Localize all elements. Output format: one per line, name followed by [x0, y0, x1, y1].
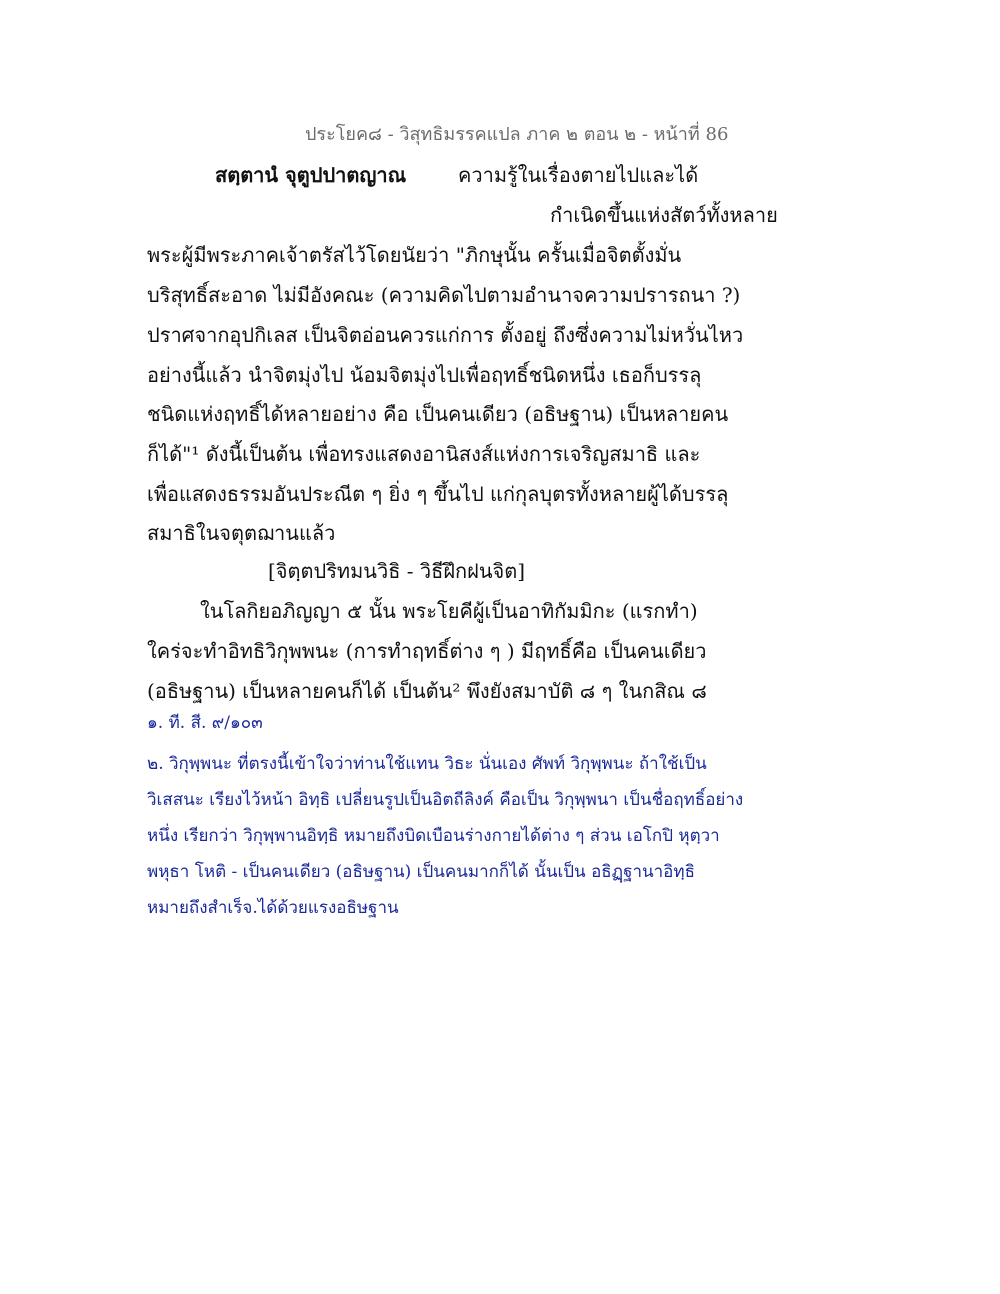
- footnote-2-line: พหุธา โหติ - เป็นคนเดียว (อธิษฐาน) เป็นคนมากก็ได้ นั้นเป็น อธิฏฺฐานาอิทฺธิ: [147, 862, 695, 882]
- section-heading: [จิตฺตปริทมนวิธิ - วิธีฝึกฝนจิต]: [268, 559, 526, 583]
- paragraph1-line: พระผู้มีพระภาคเจ้าตรัสไว้โดยนัยว่า "ภิกษุนั้น ครั้นเมื่อจิตตั้งมั่น: [147, 243, 682, 267]
- paragraph1-line: ปราศจากอุปกิเลส เป็นจิตอ่อนควรแก่การ ตั้งอยู่ ถึงซึ่งความไม่หวั่นไหว: [147, 323, 744, 347]
- paragraph2-line: (อธิษฐาน) เป็นหลายคนก็ได้ เป็นต้น² พึงยังสมาบัติ ๘ ๆ ในกสิณ ๘: [147, 679, 707, 703]
- paragraph1-line: ชนิดแห่งฤทธิ์ได้หลายอย่าง คือ เป็นคนเดียว (อธิษฐาน) เป็นหลายคน: [147, 402, 729, 426]
- page-header: ประโยค๘ - วิสุทธิมรรคแปล ภาค ๒ ตอน ๒ - หน้าที่ 86: [305, 124, 729, 145]
- footnote-2-line: วิเสสนะ เรียงไว้หน้า อิทฺธิ เปลี่ยนรูปเป็นอิตถีลิงค์ คือเป็น วิกุพฺพนา เป็นชื่อฤทธิ์อย่าง: [147, 790, 744, 810]
- term-gloss-line-2: กำเนิดขึ้นแห่งสัตว์ทั้งหลาย: [550, 203, 778, 227]
- term-pali: สตฺตานํ จุตูปปาตญาณ: [215, 163, 407, 187]
- footnote-2-line: หนึ่ง เรียกว่า วิกุพฺพานอิทฺธิ หมายถึงบิดเบือนร่างกายได้ต่าง ๆ ส่วน เอโกปิ หุตฺวา: [147, 826, 720, 846]
- paragraph1-line: อย่างนี้แล้ว นำจิตมุ่งไป น้อมจิตมุ่งไปเพื่อฤทธิ์ชนิดหนึ่ง เธอก็บรรลุ: [147, 363, 702, 387]
- paragraph1-line: บริสุทธิ์สะอาด ไม่มีอังคณะ (ความคิดไปตามอำนาจความปรารถนา ?): [147, 283, 741, 307]
- footnote-1: ๑. ที. สี. ๙/๑๐๓: [147, 713, 263, 733]
- term-gloss-line-1: ความรู้ในเรื่องตายไปและได้: [458, 163, 699, 187]
- paragraph2-line: ในโลกิยอภิญญา ๕ นั้น พระโยคีผู้เป็นอาทิกัมมิกะ (แรกทำ): [200, 599, 698, 623]
- paragraph1-line: เพื่อแสดงธรรมอันประณีต ๆ ยิ่ง ๆ ขึ้นไป แก่กุลบุตรทั้งหลายผู้ได้บรรลุ: [147, 482, 729, 506]
- footnote-2-line: หมายถึงสำเร็จ.ได้ด้วยแรงอธิษฐาน: [147, 898, 399, 918]
- footnote-2-line: ๒. วิกุพฺพนะ ที่ตรงนี้เข้าใจว่าท่านใช้แทน วิธะ นั่นเอง ศัพท์ วิกุพฺพนะ ถ้าใช้เป็น: [147, 754, 707, 774]
- paragraph2-line: ใคร่จะทำอิทธิวิกุพพนะ (การทำฤทธิ์ต่าง ๆ ) มีฤทธิ์คือ เป็นคนเดียว: [147, 639, 707, 663]
- paragraph1-line: ก็ได้"¹ ดังนี้เป็นต้น เพื่อทรงแสดงอานิสงส์แห่งการเจริญสมาธิ และ: [147, 442, 701, 466]
- paragraph1-line: สมาธิในจตุตฌานแล้ว: [147, 521, 336, 545]
